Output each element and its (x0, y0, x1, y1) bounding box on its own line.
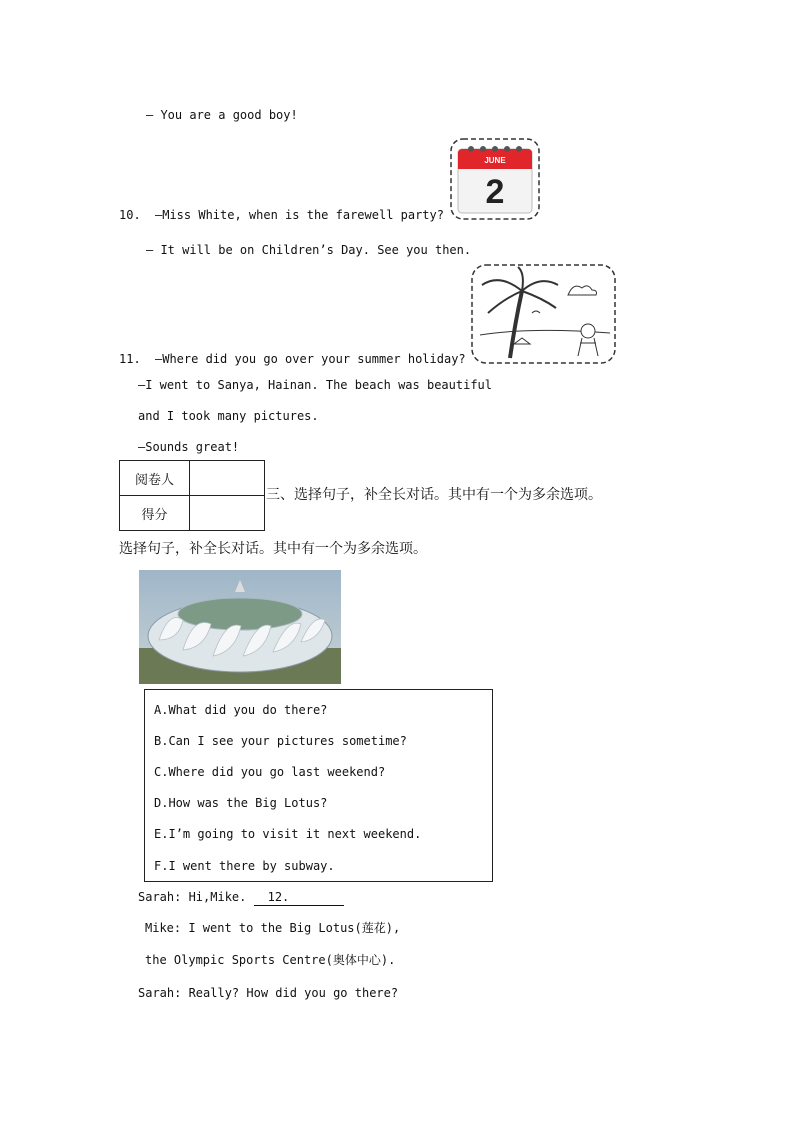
calendar-month: JUNE (484, 156, 506, 165)
reviewer-label: 阅卷人 (120, 461, 190, 496)
score-table (119, 460, 265, 531)
option-f: F.I went there by subway. (154, 859, 335, 873)
answer-blank-12[interactable]: 12. (254, 889, 344, 906)
dialogue-line: —Where did you go over your summer holiday? (155, 352, 466, 366)
question-number: 10. (119, 208, 141, 222)
option-c: C.Where did you go last weekend? (154, 765, 386, 779)
section-instruction: 选择句子，补全长对话。其中有一个为多余选项。 (119, 541, 427, 557)
calendar-day: 2 (485, 173, 505, 211)
dialogue-line: — It will be on Children’s Day. See you then. (146, 243, 472, 257)
dialogue-line: —Miss White, when is the farewell party? (155, 208, 444, 222)
dialogue-line (138, 889, 344, 906)
dialogue-line: — You are a good boy! (146, 108, 298, 122)
option-a: A.What did you do there? (154, 703, 328, 717)
option-e: E.I’m going to visit it next weekend. (154, 827, 422, 841)
dialogue-line: and I took many pictures. (138, 409, 319, 423)
dialogue-line: the Olympic Sports Centre(奥体中心). (145, 953, 396, 967)
speaker-line: Sarah: Hi,Mike. (138, 890, 254, 904)
reviewer-cell[interactable] (190, 461, 265, 496)
score-cell[interactable] (190, 496, 265, 531)
question-number: 11. (119, 352, 141, 366)
dialogue-line: Sarah: Really? How did you go there? (138, 986, 399, 1000)
option-d: D.How was the Big Lotus? (154, 796, 328, 810)
stadium-photo (139, 570, 341, 684)
score-label: 得分 (120, 496, 190, 531)
calendar-icon (449, 137, 541, 221)
beach-picture (470, 263, 617, 365)
dialogue-line: —I went to Sanya, Hainan. The beach was beautiful (138, 378, 493, 392)
dialogue-line: —Sounds great! (138, 440, 240, 454)
dialogue-line: Mike: I went to the Big Lotus(莲花), (145, 921, 401, 935)
section-heading: 三、选择句子，补全长对话。其中有一个为多余选项。 (266, 487, 602, 503)
options-box (144, 689, 493, 882)
option-b: B.Can I see your pictures sometime? (154, 734, 407, 748)
